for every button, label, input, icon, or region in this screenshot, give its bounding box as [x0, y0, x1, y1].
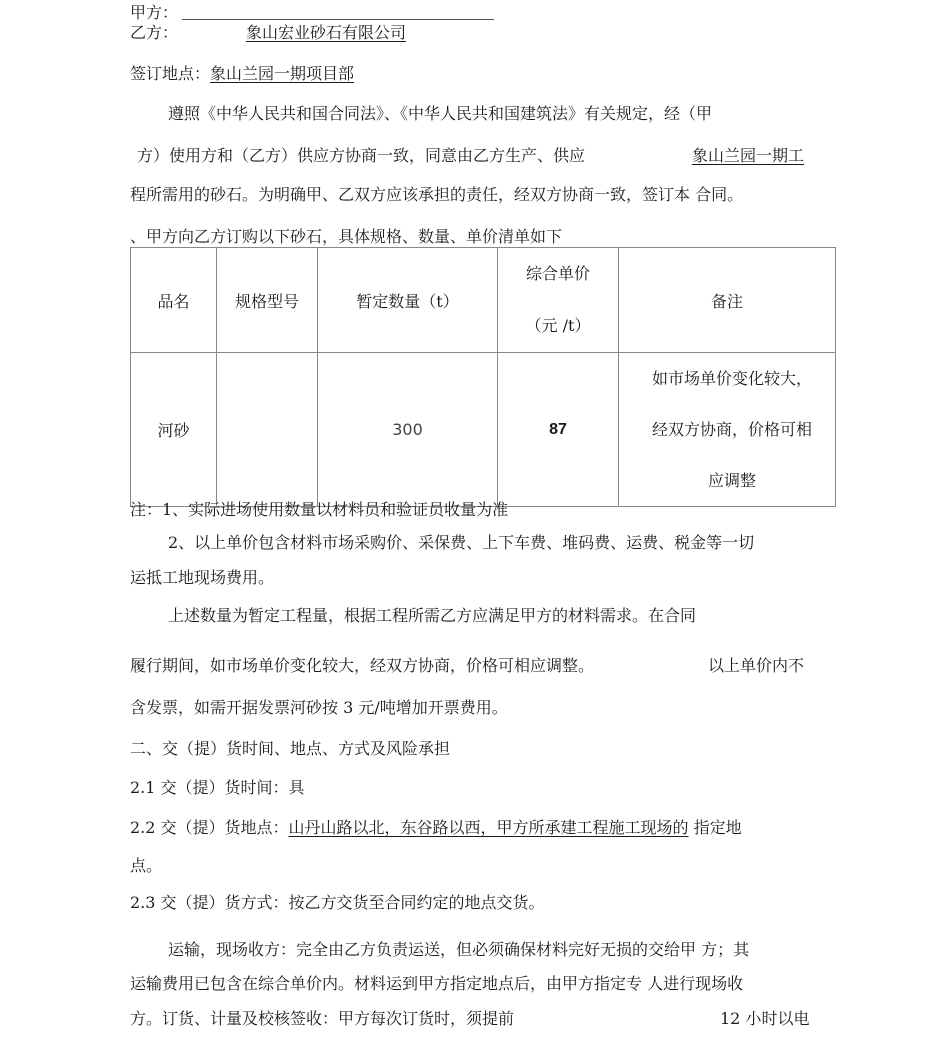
remark-line-1: 如市场单价变化较大， [651, 369, 812, 388]
clause-2-3: 2.3 交（提）货方式：按乙方交货至合同约定的地点交货。 [130, 893, 545, 912]
intro-line-1: 遵照《中华人民共和国合同法》、《中华人民共和国建筑法》有关规定，经（甲 [168, 104, 713, 123]
party-a-line [130, 3, 178, 23]
table-row [131, 353, 836, 507]
cell-remark [619, 353, 836, 507]
transport-line-3-tail: 12 小时以电 [720, 1009, 810, 1028]
clause-2-2-tail: 指定地 [688, 818, 742, 837]
sign-place-value: 象山兰园一期项目部 [210, 64, 355, 83]
party-b-label: 乙方： [130, 23, 179, 42]
table-header-row [131, 248, 836, 353]
clause-2-2 [130, 818, 742, 838]
intro-line-3: 程所需用的砂石。为明确甲、乙双方应该承担的责任，经双方协商一致，签订本 合同。 [130, 185, 744, 204]
sign-place-label: 签订地点： [130, 64, 211, 83]
note-2-line-1: 2、以上单价包含材料市场采购价、采保费、上下车费、堆码费、运费、税金等一切 [168, 533, 755, 552]
clause-2-2-address: 山丹山路以北，东谷路以西，甲方所承建工程施工现场的 [288, 818, 689, 837]
transport-line-1: 运输，现场收方：完全由乙方负责运送，但必须确保材料完好无损的交给甲 方；其 [168, 940, 750, 959]
party-a-blank [182, 19, 494, 20]
para-quantity-line-2: 履行期间，如市场单价变化较大，经双方协商，价格可相应调整。 [130, 656, 595, 675]
party-a-label: 甲方： [130, 3, 179, 22]
remark-line-2: 经双方协商，价格可相 [651, 420, 812, 439]
clause-2-2-continued: 点。 [130, 856, 163, 875]
cell-name: 河砂 [131, 353, 217, 507]
party-b-value: 象山宏业砂石有限公司 [246, 23, 407, 42]
note-1: 注：1、实际进场使用数量以材料员和验证员收量为准 [130, 500, 509, 519]
para-quantity-line-3: 含发票，如需开据发票河砂按 3 元/吨增加开票费用。 [130, 698, 508, 717]
header-price-line-2: （元 /t） [525, 316, 591, 335]
remark-line-3: 应调整 [707, 471, 756, 490]
para-quantity-line-2-tail: 以上单价内不 [708, 656, 805, 675]
clause-2-1: 2.1 交（提）货时间：具 [130, 778, 305, 797]
header-spec: 规格型号 [217, 248, 318, 353]
header-name: 品名 [131, 248, 217, 353]
section-1-title: 、甲方向乙方订购以下砂石，具体规格、数量、单价清单如下 [130, 227, 563, 246]
para-quantity-line-1: 上述数量为暂定工程量，根据工程所需乙方应满足甲方的材料需求。在合同 [168, 606, 697, 625]
header-price [498, 248, 619, 353]
header-price-line-1: 综合单价 [525, 264, 590, 283]
header-remark: 备注 [619, 248, 836, 353]
cell-price: 87 [498, 353, 619, 507]
spec-table [130, 247, 836, 507]
intro-line-2: 方）使用方和（乙方）供应方协商一致，同意由乙方生产、供应 [137, 146, 586, 165]
header-qty: 暂定数量（t） [318, 248, 498, 353]
clause-2-2-label: 2.2 交（提）货地点： [130, 818, 289, 837]
transport-line-2: 运输费用已包含在综合单价内。材料运到甲方指定地点后，由甲方指定专 人进行现场收 [130, 974, 744, 993]
cell-qty: 300 [318, 353, 498, 507]
section-2-title: 二、交（提）货时间、地点、方式及风险承担 [130, 739, 451, 758]
intro-project-name: 象山兰园一期工 [692, 146, 805, 165]
transport-line-3: 方。订货、计量及校核签收：甲方每次订货时，须提前 [130, 1009, 515, 1028]
cell-spec [217, 353, 318, 507]
note-2-line-2: 运抵工地现场费用。 [130, 568, 275, 587]
